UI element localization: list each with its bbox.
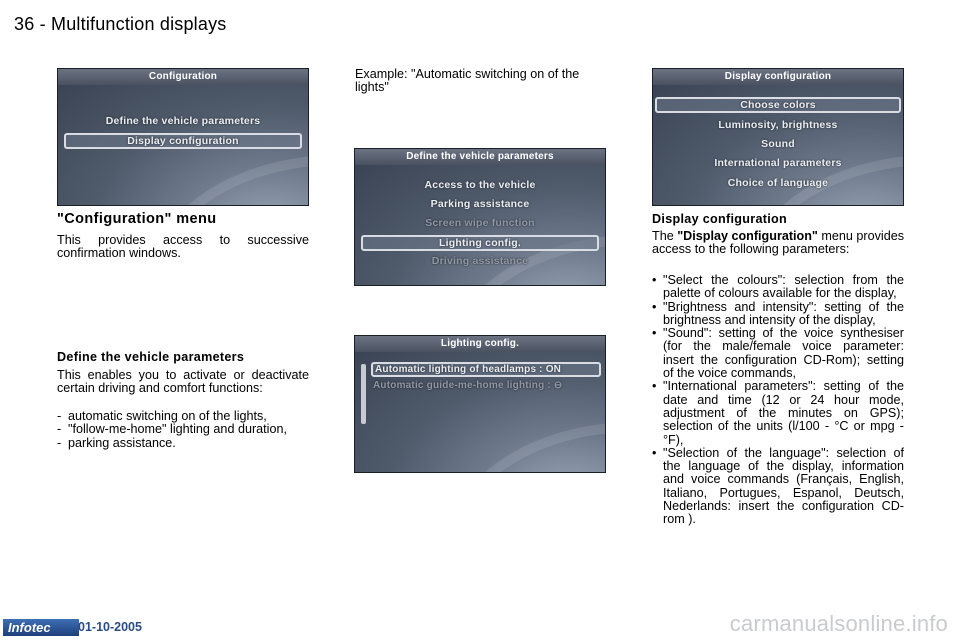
list-item: • "Sound": setting of the voice synthesiser (for the male/female voice parameter: insert the configuration CD-Rom); setting of the voice commands, [652, 327, 904, 380]
configuration-screen-image [57, 68, 309, 206]
screen-body [58, 85, 308, 205]
screen-menu-item-disabled: Automatic guide-me-home lighting : ⊖ [373, 380, 563, 391]
display-configuration-intro [652, 230, 904, 257]
watermark: carmanualsonline.info [729, 611, 948, 636]
screen-arc-decoration [445, 422, 606, 473]
screen-menu-item: Define the vehicle parameters [105, 115, 261, 127]
screen-menu-item-selected: Choose colors [655, 97, 901, 113]
list-item: • "Select the colours": selection from the palette of colours available for the display, [652, 274, 904, 301]
lighting-config-screen-image [354, 335, 606, 473]
screen-menu-item-selected: Automatic lighting of headlamps : ON [371, 362, 601, 377]
screen-menu-item-disabled: Screen wipe function [425, 217, 535, 229]
display-configuration-heading: Display configuration [652, 212, 788, 226]
list-item: • "Selection of the language": selection of the language of the display, information and voice commands (Français, English, Italiano, Portugues, Espanol, Deutsch, Nederlands: insert the configuration CD-rom ). [652, 447, 904, 527]
define-vehicle-parameters-list [57, 410, 309, 450]
screen-menu-item-selected: Lighting config. [361, 235, 599, 251]
screen-menu-item: Luminosity, brightness [718, 119, 838, 131]
vehicle-parameters-screen-image [354, 148, 606, 286]
screen-menu-item: International parameters [714, 157, 842, 169]
screen-title: Display configuration [653, 69, 903, 85]
screen-arc-decoration [148, 155, 309, 206]
screen-menu-item: Access to the vehicle [424, 179, 536, 191]
list-item: - automatic switching on of the lights, [57, 410, 309, 423]
footer-date: 01-10-2005 [78, 620, 142, 634]
screen-body [653, 85, 903, 205]
screen-body [355, 352, 605, 472]
intro-bold-menu-name: "Display configuration" [677, 229, 818, 243]
intro-prefix: The [652, 229, 678, 243]
configuration-menu-heading: "Configuration" menu [57, 211, 217, 227]
infotec-logo: Infotec [3, 619, 79, 636]
screen-scrollbar [361, 364, 366, 424]
display-configuration-screen-image [652, 68, 904, 206]
screen-menu-item-selected: Display configuration [64, 133, 302, 149]
screen-title: Define the vehicle parameters [355, 149, 605, 165]
list-item: - "follow-me-home" lighting and duration, [57, 423, 309, 436]
screen-menu-item-disabled: Driving assistance [431, 255, 529, 267]
page-header: 36 - Multifunction displays [14, 14, 227, 34]
example-caption: Example: "Automatic switching on of the lights" [355, 67, 580, 95]
display-configuration-parameter-list [652, 274, 904, 527]
screen-menu-item: Choice of language [727, 177, 829, 189]
define-vehicle-parameters-text: This enables you to activate or deactivate certain driving and comfort functions: [57, 368, 309, 396]
screen-menu-item: Sound [761, 138, 795, 150]
list-item: • "International parameters": setting of the date and time (12 or 24 hour mode, adjustment of the minutes on GPS); selection of the units (l/100 - °C or mpg - °F), [652, 380, 904, 446]
list-item: - parking assistance. [57, 437, 309, 450]
screen-body [355, 165, 605, 285]
define-vehicle-parameters-heading: Define the vehicle parameters [57, 350, 245, 364]
list-item: • "Brightness and intensity": setting of the brightness and intensity of the display, [652, 301, 904, 328]
screen-title: Configuration [58, 69, 308, 85]
configuration-menu-text: This provides access to successive confirmation windows. [57, 233, 309, 261]
screen-title: Lighting config. [355, 336, 605, 352]
screen-menu-item: Parking assistance [430, 198, 530, 210]
intro-suffix: menu provides access to the following parameters: [652, 229, 905, 257]
